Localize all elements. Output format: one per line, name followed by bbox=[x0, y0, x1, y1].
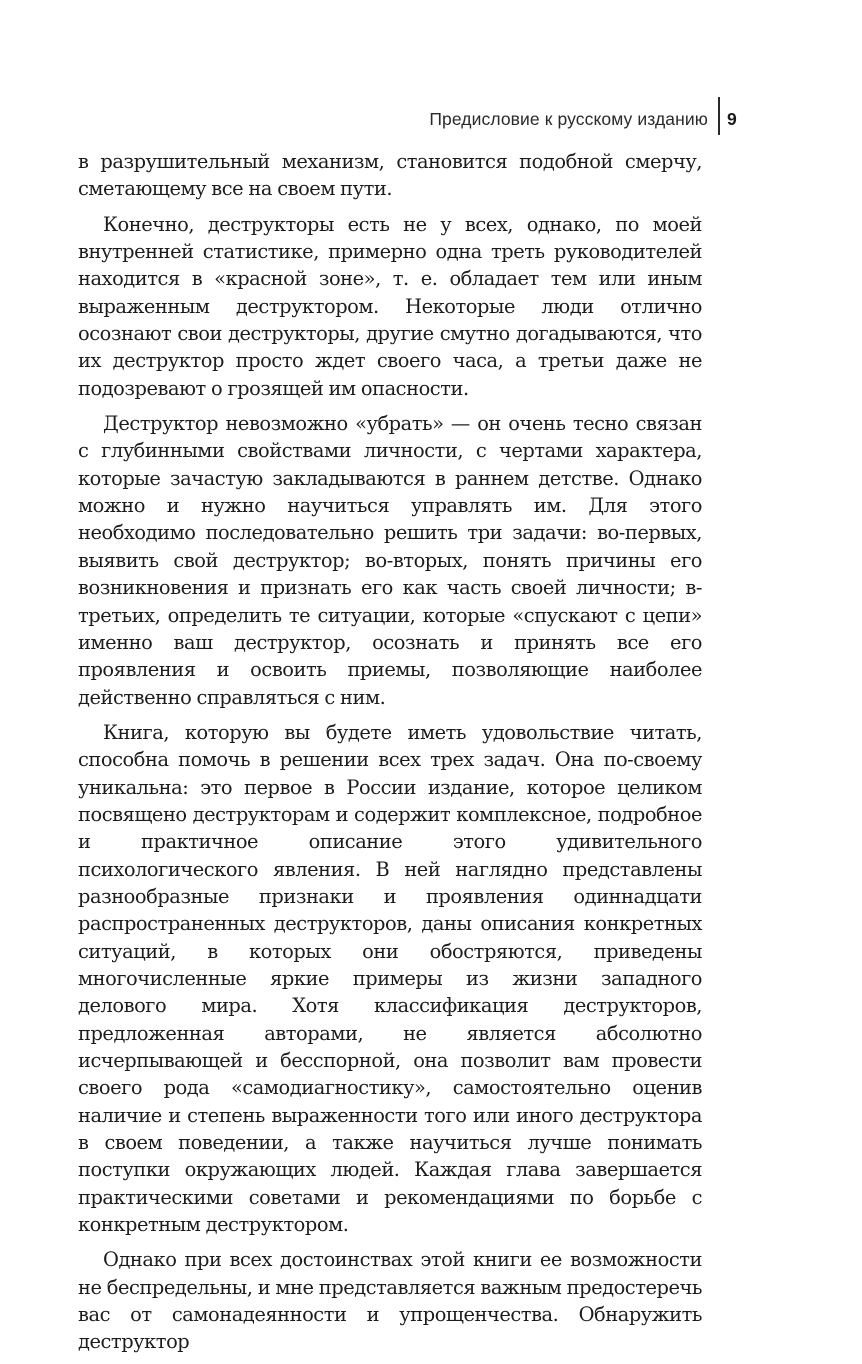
paragraph: Однако при всех достоинствах этой книги ее возможности не беспредельны, и мне представляется важным предостеречь вас от самонадеянности и упрощенчества. Обнаружить деструктор bbox=[78, 1248, 702, 1354]
running-title: Предисловие к русскому изданию bbox=[429, 108, 708, 129]
running-header bbox=[429, 106, 720, 132]
paragraph: Книга, которую вы будете иметь удовольствие читать, способна помочь в решении всех трех задач. Она по-своему уникальна: это первое в России издание, которое целиком посвящено деструкторам и содержит комплексное, подробное и практичное описание этого удивительного психологического явления. В ней наглядно представлены разнообразные признаки и проявления одиннадцати распространенных деструкторов, даны описания конкретных ситуаций, в которых они обостряются, приведены многочисленные яркие примеры из жизни западного делового мира. Хотя классификация деструкторов, предложенная авторами, не является абсолютно исчерпывающей и бесспорной, она позволит вам провести своего рода «самодиагностику», самостоятельно оценив наличие и степень выраженности того или иного деструктора в своем поведении, а также научиться лучше понимать поступки окружающих людей. Каждая глава завершается практическими советами и рекомендациями по борьбе с конкретным деструктором. bbox=[78, 720, 702, 1237]
paragraph-continuation: в разрушительный механизм, становится подобной смерчу, сметающему все на своем пути. bbox=[78, 150, 702, 201]
paragraph: Конечно, деструкторы есть не у всех, однако, по моей внутренней статистике, примерно одна треть руководителей находится в «красной зоне», т. е. обладает тем или иным выраженным деструктором. Некоторые люди отлично осознают свои деструкторы, другие смутно догадываются, что их деструктор просто ждет своего часа, а третьи даже не подозревают о грозящей им опасности. bbox=[78, 212, 702, 400]
paragraph: Деструктор невозможно «убрать» — он очень тесно связан с глубинными свойствами личности, с чертами характера, которые зачастую закладываются в раннем детстве. Однако можно и нужно научиться управлять им. Для этого необходимо последовательно решить три задачи: во-первых, выявить свой деструктор; во-вторых, понять причины его возникновения и признать его как часть своей личности; в-третьих, определить те ситуации, которые «спускают с цепи» именно ваш деструктор, осознать и принять все его проявления и освоить приемы, позволяющие наиболее действенно справляться с ним. bbox=[78, 412, 702, 709]
page-number: 9 bbox=[727, 109, 737, 129]
body-text bbox=[78, 148, 702, 1364]
header-divider bbox=[718, 97, 720, 135]
